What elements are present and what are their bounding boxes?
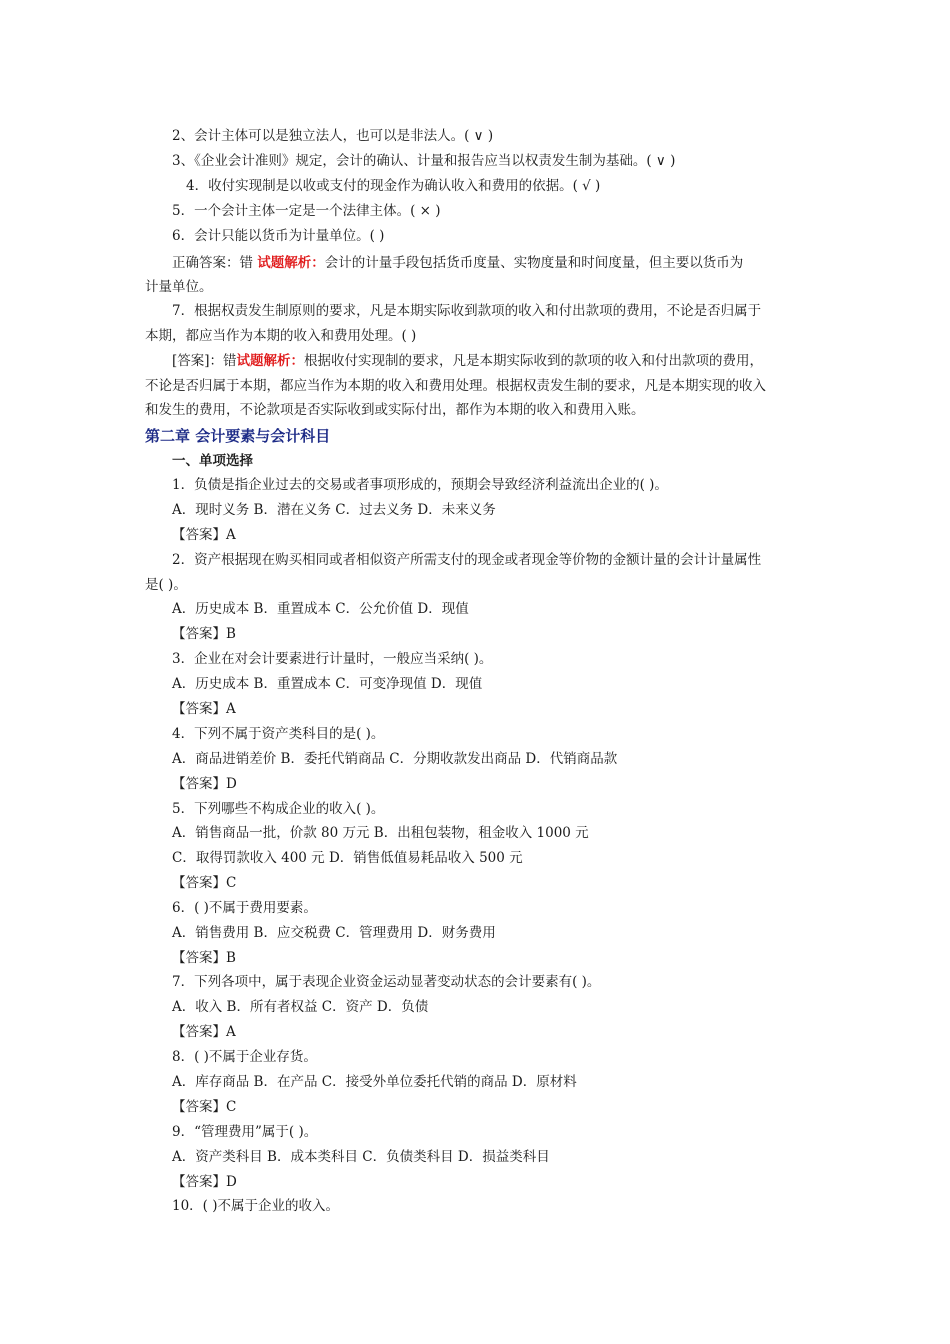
mc-answer-2: 【答案】B	[172, 626, 236, 642]
answer-7-prefix: [答案]：错	[172, 353, 237, 369]
analysis-label: 试题解析：	[236, 353, 305, 369]
mc-options-6: A．销售费用 B．应交税费 C．管理费用 D．财务费用	[172, 925, 496, 941]
question-2: 2、会计主体可以是独立法人，也可以是非法人。( ∨ )	[172, 128, 494, 144]
mc-question-9: 9．“管理费用”属于( )。	[172, 1124, 318, 1140]
mc-answer-8: 【答案】C	[172, 1099, 237, 1115]
analysis-text: 会计的计量手段包括货币度量、实物度量和时间度量，但主要以货币为	[324, 255, 744, 271]
chapter-title: 第二章 会计要素与会计科目	[145, 427, 331, 445]
mc-question-2: 2．资产根据现在购买相同或者相似资产所需支付的现金或者现金等价物的金额计量的会计计量属性	[172, 552, 762, 568]
question-7-line-1: 7．根据权责发生制原则的要求，凡是本期实际收到款项的收入和付出款项的费用，不论是否归属于	[172, 303, 762, 319]
mc-options-5-cont: C．取得罚款收入 400 元 D．销售低值易耗品收入 500 元	[172, 850, 523, 866]
section-title: 一、单项选择	[172, 453, 253, 469]
mc-question-2-cont: 是( )。	[145, 577, 187, 593]
mc-options-4: A．商品进销差价 B．委托代销商品 C．分期收款发出商品 D．代销商品款	[172, 751, 618, 767]
mc-answer-4: 【答案】D	[172, 776, 237, 792]
analysis-label: 试题解析：	[257, 255, 325, 271]
mc-answer-7: 【答案】A	[172, 1024, 236, 1040]
mc-options-8: A．库存商品 B．在产品 C．接受外单位委托代销的商品 D．原材料	[172, 1074, 577, 1090]
mc-options-5: A．销售商品一批，价款 80 万元 B．出租包装物，租金收入 1000 元	[172, 825, 589, 841]
mc-question-10: 10．( )不属于企业的收入。	[172, 1198, 340, 1214]
answer-6-prefix: 正确答案：错	[172, 255, 258, 271]
question-7-line-2: 本期，都应当作为本期的收入和费用处理。( )	[145, 328, 417, 344]
analysis-text: 根据收付实现制的要求，凡是本期实际收到的款项的收入和付出款项的费用，	[304, 353, 764, 369]
mc-question-7: 7．下列各项中，属于表现企业资金运动显著变动状态的会计要素有( )。	[172, 974, 601, 990]
question-3: 3、《企业会计准则》规定，会计的确认、计量和报告应当以权责发生制为基础。( ∨ )	[172, 153, 676, 169]
mc-answer-3: 【答案】A	[172, 701, 236, 717]
mc-options-2: A．历史成本 B．重置成本 C．公允价值 D．现值	[172, 601, 469, 617]
mc-answer-9: 【答案】D	[172, 1174, 237, 1190]
answer-7-line-3: 和发生的费用，不论款项是否实际收到或实际付出，都作为本期的收入和费用入账。	[145, 402, 645, 418]
mc-options-1: A．现时义务 B．潜在义务 C．过去义务 D．未来义务	[172, 502, 496, 518]
mc-options-7: A．收入 B．所有者权益 C．资产 D．负债	[172, 999, 429, 1015]
question-4: 4．收付实现制是以收或支付的现金作为确认收入和费用的依据。( √ )	[186, 178, 601, 194]
answer-6-line-1	[0, 251, 950, 275]
mc-answer-1: 【答案】A	[172, 527, 236, 543]
mc-question-4: 4．下列不属于资产类科目的是( )。	[172, 726, 385, 742]
answer-7-line-1	[0, 349, 950, 373]
answer-6-line-2: 计量单位。	[145, 279, 213, 295]
mc-question-3: 3．企业在对会计要素进行计量时，一般应当采纳( )。	[172, 651, 493, 667]
mc-answer-6: 【答案】B	[172, 950, 236, 966]
mc-question-5: 5．下列哪些不构成企业的收入( )。	[172, 801, 385, 817]
mc-question-6: 6．( )不属于费用要素。	[172, 900, 317, 916]
mc-question-1: 1．负债是指企业过去的交易或者事项形成的，预期会导致经济利益流出企业的( )。	[172, 477, 668, 493]
mc-options-9: A．资产类科目 B．成本类科目 C．负债类科目 D．损益类科目	[172, 1149, 550, 1165]
question-6: 6．会计只能以货币为计量单位。( )	[172, 228, 385, 244]
answer-7-line-2: 不论是否归属于本期，都应当作为本期的收入和费用处理。根据权责发生制的要求，凡是本期实现的收入	[145, 378, 766, 394]
mc-question-8: 8．( )不属于企业存货。	[172, 1049, 317, 1065]
mc-answer-5: 【答案】C	[172, 875, 237, 891]
question-5: 5．一个会计主体一定是一个法律主体。( × )	[172, 203, 441, 219]
mc-options-3: A．历史成本 B．重置成本 C．可变净现值 D．现值	[172, 676, 483, 692]
